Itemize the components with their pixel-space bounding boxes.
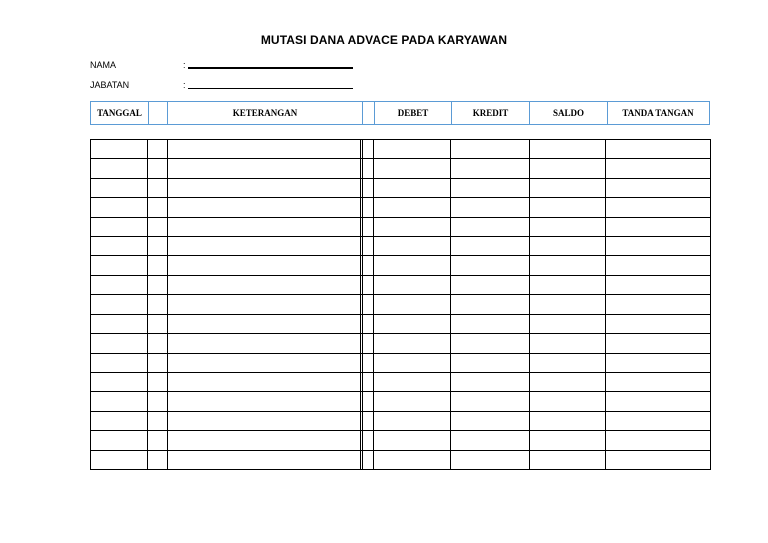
col-kredit: KREDIT: [451, 102, 529, 124]
table-row: [90, 139, 711, 140]
table-row: [90, 333, 711, 334]
nama-colon: :: [183, 60, 186, 70]
jabatan-input-line[interactable]: [188, 88, 353, 89]
table-row: [90, 469, 711, 470]
table-row: [90, 391, 711, 392]
grid-column-line: [147, 139, 148, 470]
grid-column-line: [373, 139, 374, 470]
grid-column-line: [450, 139, 451, 470]
table-row: [90, 294, 711, 295]
col-saldo: SALDO: [529, 102, 607, 124]
document-title: MUTASI DANA ADVACE PADA KARYAWAN: [260, 33, 508, 47]
table-row: [90, 197, 711, 198]
grid-column-line: [90, 139, 91, 470]
jabatan-label: JABATAN: [90, 80, 130, 90]
table-row: [90, 372, 711, 373]
col-spacer-2: [362, 102, 374, 124]
table-row: [90, 411, 711, 412]
col-spacer-1: [148, 102, 167, 124]
grid-column-line: [362, 139, 363, 470]
table-row: [90, 255, 711, 256]
col-debet: DEBET: [374, 102, 451, 124]
table-row: [90, 236, 711, 237]
entry-table: [90, 139, 711, 470]
table-row: [90, 314, 711, 315]
table-row: [90, 353, 711, 354]
grid-column-line: [167, 139, 168, 470]
table-row: [90, 217, 711, 218]
nama-label: NAMA: [90, 60, 117, 70]
grid-column-line: [529, 139, 530, 470]
table-header: [90, 101, 710, 125]
col-tanda-tangan: TANDA TANGAN: [607, 102, 708, 124]
nama-input-line[interactable]: [188, 67, 353, 69]
col-tanggal: TANGGAL: [97, 108, 142, 118]
table-row: [90, 158, 711, 159]
grid-column-line: [605, 139, 606, 470]
table-row: [90, 178, 711, 179]
grid-column-line: [360, 139, 361, 470]
jabatan-colon: :: [183, 80, 186, 90]
grid-column-line: [710, 139, 711, 470]
table-row: [90, 275, 711, 276]
table-row: [90, 450, 711, 451]
col-keterangan: KETERANGAN: [167, 102, 362, 124]
table-row: [90, 430, 711, 431]
